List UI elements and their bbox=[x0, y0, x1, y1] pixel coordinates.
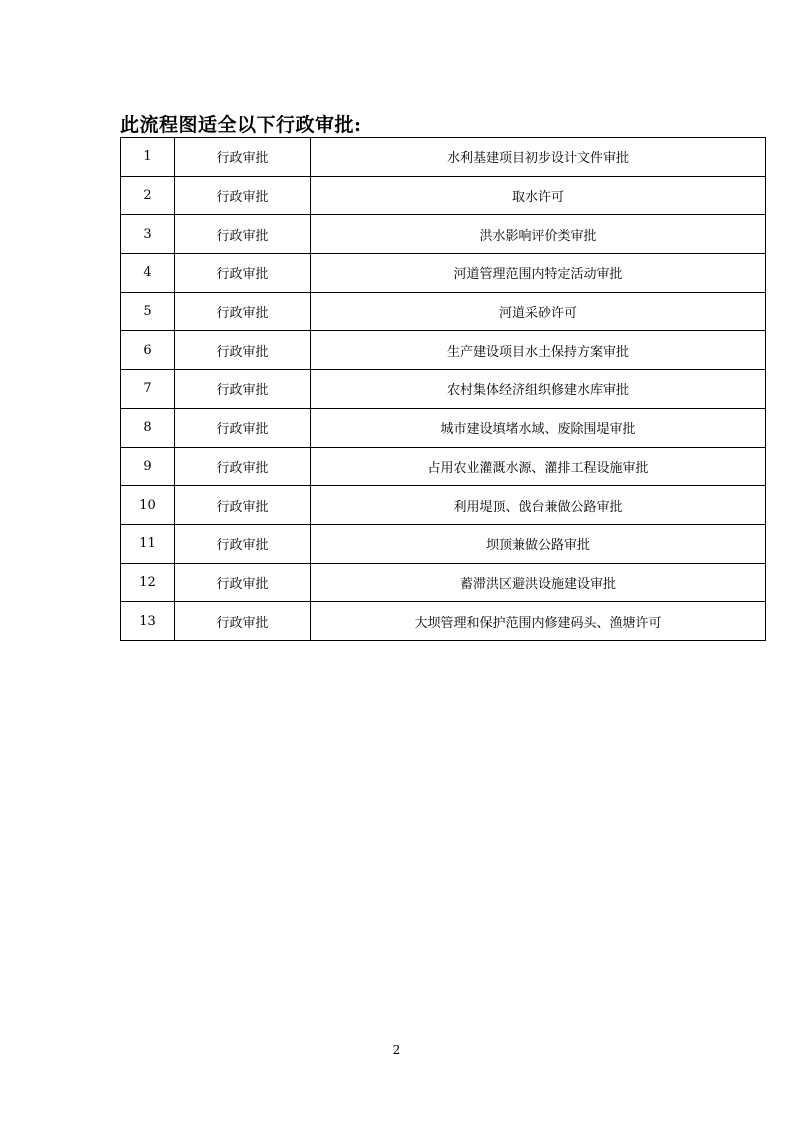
table-row bbox=[121, 524, 766, 563]
approval-name: 利用堤顶、戗台兼做公路审批 bbox=[311, 486, 766, 525]
table-row bbox=[121, 486, 766, 525]
row-number: 9 bbox=[121, 447, 175, 486]
table-row bbox=[121, 254, 766, 293]
table-row bbox=[121, 138, 766, 177]
approval-type: 行政审批 bbox=[175, 138, 311, 177]
approval-name: 城市建设填堵水域、废除围堤审批 bbox=[311, 408, 766, 447]
approval-name: 蓄滞洪区避洪设施建设审批 bbox=[311, 563, 766, 602]
approval-name: 农村集体经济组织修建水库审批 bbox=[311, 370, 766, 409]
row-number: 10 bbox=[121, 486, 175, 525]
table-row bbox=[121, 292, 766, 331]
table-row bbox=[121, 370, 766, 409]
approval-type: 行政审批 bbox=[175, 254, 311, 293]
approval-type: 行政审批 bbox=[175, 176, 311, 215]
table-row bbox=[121, 602, 766, 641]
row-number: 6 bbox=[121, 331, 175, 370]
approval-type: 行政审批 bbox=[175, 447, 311, 486]
approval-name: 洪水影响评价类审批 bbox=[311, 215, 766, 254]
approval-type: 行政审批 bbox=[175, 370, 311, 409]
approval-table bbox=[120, 137, 766, 641]
approval-type: 行政审批 bbox=[175, 292, 311, 331]
row-number: 8 bbox=[121, 408, 175, 447]
approval-type: 行政审批 bbox=[175, 563, 311, 602]
row-number: 7 bbox=[121, 370, 175, 409]
approval-name: 大坝管理和保护范围内修建码头、渔塘许可 bbox=[311, 602, 766, 641]
table-row bbox=[121, 215, 766, 254]
table-row bbox=[121, 563, 766, 602]
approval-type: 行政审批 bbox=[175, 331, 311, 370]
approval-type: 行政审批 bbox=[175, 524, 311, 563]
approval-name: 河道管理范围内特定活动审批 bbox=[311, 254, 766, 293]
page-number: 2 bbox=[392, 1043, 401, 1057]
page-title: 此流程图适全以下行政审批: bbox=[120, 114, 362, 136]
approval-name: 生产建设项目水土保持方案审批 bbox=[311, 331, 766, 370]
table-row bbox=[121, 447, 766, 486]
approval-name: 取水许可 bbox=[311, 176, 766, 215]
row-number: 2 bbox=[121, 176, 175, 215]
approval-type: 行政审批 bbox=[175, 408, 311, 447]
table-row bbox=[121, 331, 766, 370]
approval-name: 坝顶兼做公路审批 bbox=[311, 524, 766, 563]
row-number: 11 bbox=[121, 524, 175, 563]
approval-name: 占用农业灌溉水源、灌排工程设施审批 bbox=[311, 447, 766, 486]
row-number: 5 bbox=[121, 292, 175, 331]
approval-type: 行政审批 bbox=[175, 602, 311, 641]
approval-type: 行政审批 bbox=[175, 486, 311, 525]
table-row bbox=[121, 408, 766, 447]
row-number: 3 bbox=[121, 215, 175, 254]
row-number: 12 bbox=[121, 563, 175, 602]
table-row bbox=[121, 176, 766, 215]
approval-name: 河道采砂许可 bbox=[311, 292, 766, 331]
row-number: 13 bbox=[121, 602, 175, 641]
row-number: 1 bbox=[121, 138, 175, 177]
approval-type: 行政审批 bbox=[175, 215, 311, 254]
approval-name: 水利基建项目初步设计文件审批 bbox=[311, 138, 766, 177]
row-number: 4 bbox=[121, 254, 175, 293]
